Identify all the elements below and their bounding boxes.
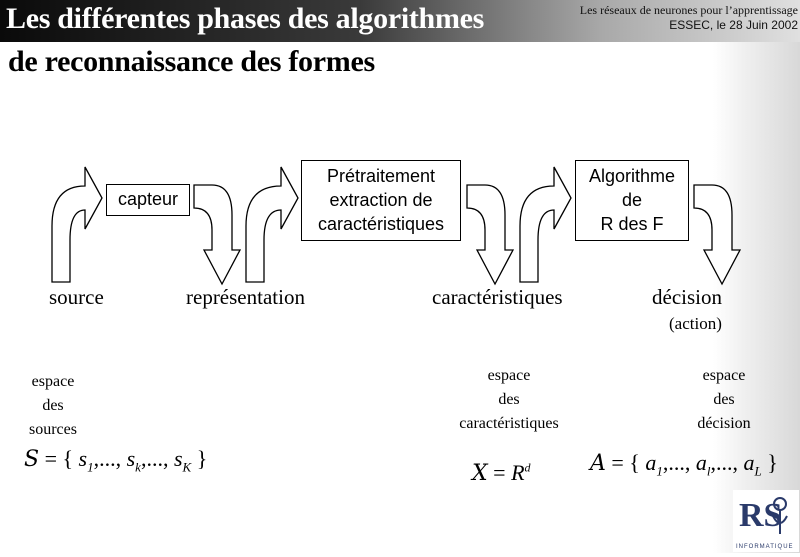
- formula-sk-sub: k: [135, 459, 141, 475]
- slide-title-line1: Les différentes phases des algorithmes: [6, 2, 485, 35]
- space-caracteristiques-line1: espace: [487, 367, 531, 384]
- formula-aL-sub: L: [754, 463, 762, 479]
- logo-letters: RS: [739, 497, 783, 534]
- formula-s-eq: = {: [39, 446, 79, 471]
- pretraitement-box: [301, 160, 461, 241]
- course-title: Les réseaux de neurones pour l’apprentissage: [579, 3, 798, 17]
- arrow-algorithme-to-decision: [694, 185, 740, 284]
- formula-sK: s: [173, 446, 183, 471]
- logo-icon: [733, 490, 799, 552]
- formula-a-close: }: [761, 450, 778, 475]
- formula-al: a: [695, 450, 707, 475]
- space-decision-line2: des: [713, 391, 735, 408]
- logo-caption: INFORMATIQUE: [736, 544, 794, 550]
- label-representation: représentation: [186, 285, 305, 309]
- formula-d: d: [524, 460, 531, 475]
- formula-a1-sub: 1: [656, 463, 663, 479]
- formula-sK-sub: K: [182, 459, 192, 475]
- formula-s-close: }: [191, 446, 208, 471]
- formula-a-symbol: A: [590, 451, 606, 476]
- space-sources: [22, 370, 84, 442]
- arrow-capteur-to-representation: [194, 185, 240, 284]
- arrow-pretraitement-to-caracteristiques: [467, 185, 513, 284]
- formula-aL: a: [743, 450, 755, 475]
- formula-s-symbol: S: [24, 447, 40, 472]
- pretraitement-line3: caractéristiques: [317, 214, 445, 234]
- arrow-representation-to-pretraitement: [246, 167, 298, 282]
- formula-x-eq: =: [487, 460, 512, 485]
- formula-al-sub: l: [706, 463, 711, 479]
- formula-a-eq: = {: [605, 450, 646, 475]
- pretraitement-line2: extraction de: [329, 190, 433, 210]
- label-action: (action): [669, 314, 722, 333]
- algorithme-box: [575, 160, 689, 241]
- algorithme-line2: de: [621, 190, 643, 210]
- space-decision-line1: espace: [702, 367, 746, 384]
- formula-r: R: [511, 460, 525, 485]
- formula-x-symbol: X: [472, 461, 488, 486]
- arrow-caracteristiques-to-algorithme: [520, 167, 571, 282]
- space-caracteristiques: [444, 364, 574, 436]
- formula-a1: a: [645, 450, 657, 475]
- space-decision: [688, 364, 760, 436]
- arrow-source-to-capteur: [52, 167, 102, 282]
- capteur-box: [106, 184, 190, 216]
- course-date: ESSEC, le 28 Juin 2002: [669, 18, 798, 32]
- algorithme-line1: Algorithme: [588, 166, 676, 186]
- label-decision: décision: [652, 285, 722, 309]
- formula-s-dots2: ,...,: [140, 446, 174, 471]
- capteur-label: capteur: [117, 189, 179, 209]
- space-sources-line2: des: [42, 397, 64, 414]
- space-caracteristiques-line3: caractéristiques: [459, 415, 559, 432]
- formula-s1-sub: 1: [87, 459, 94, 475]
- institution-logo: [733, 490, 799, 552]
- formula-a-dots1: ,...,: [662, 450, 696, 475]
- space-sources-line3: sources: [29, 421, 77, 438]
- space-decision-line3: décision: [697, 415, 751, 432]
- label-caracteristiques: caractéristiques: [432, 285, 563, 309]
- algorithme-line3: R des F: [600, 214, 664, 234]
- formula-caracteristiques: [472, 460, 531, 486]
- formula-a-dots2: ,...,: [710, 450, 744, 475]
- slide-title-line2: de reconnaissance des formes: [8, 45, 375, 78]
- formula-sources: [24, 446, 207, 475]
- pretraitement-line1: Prétraitement: [326, 166, 436, 186]
- space-caracteristiques-line2: des: [498, 391, 520, 408]
- formula-s-dots1: ,...,: [93, 446, 127, 471]
- label-source: source: [49, 285, 104, 309]
- space-sources-line1: espace: [31, 373, 75, 390]
- formula-decision: [590, 450, 778, 479]
- formula-sk: s: [126, 446, 136, 471]
- formula-s1: s: [78, 446, 88, 471]
